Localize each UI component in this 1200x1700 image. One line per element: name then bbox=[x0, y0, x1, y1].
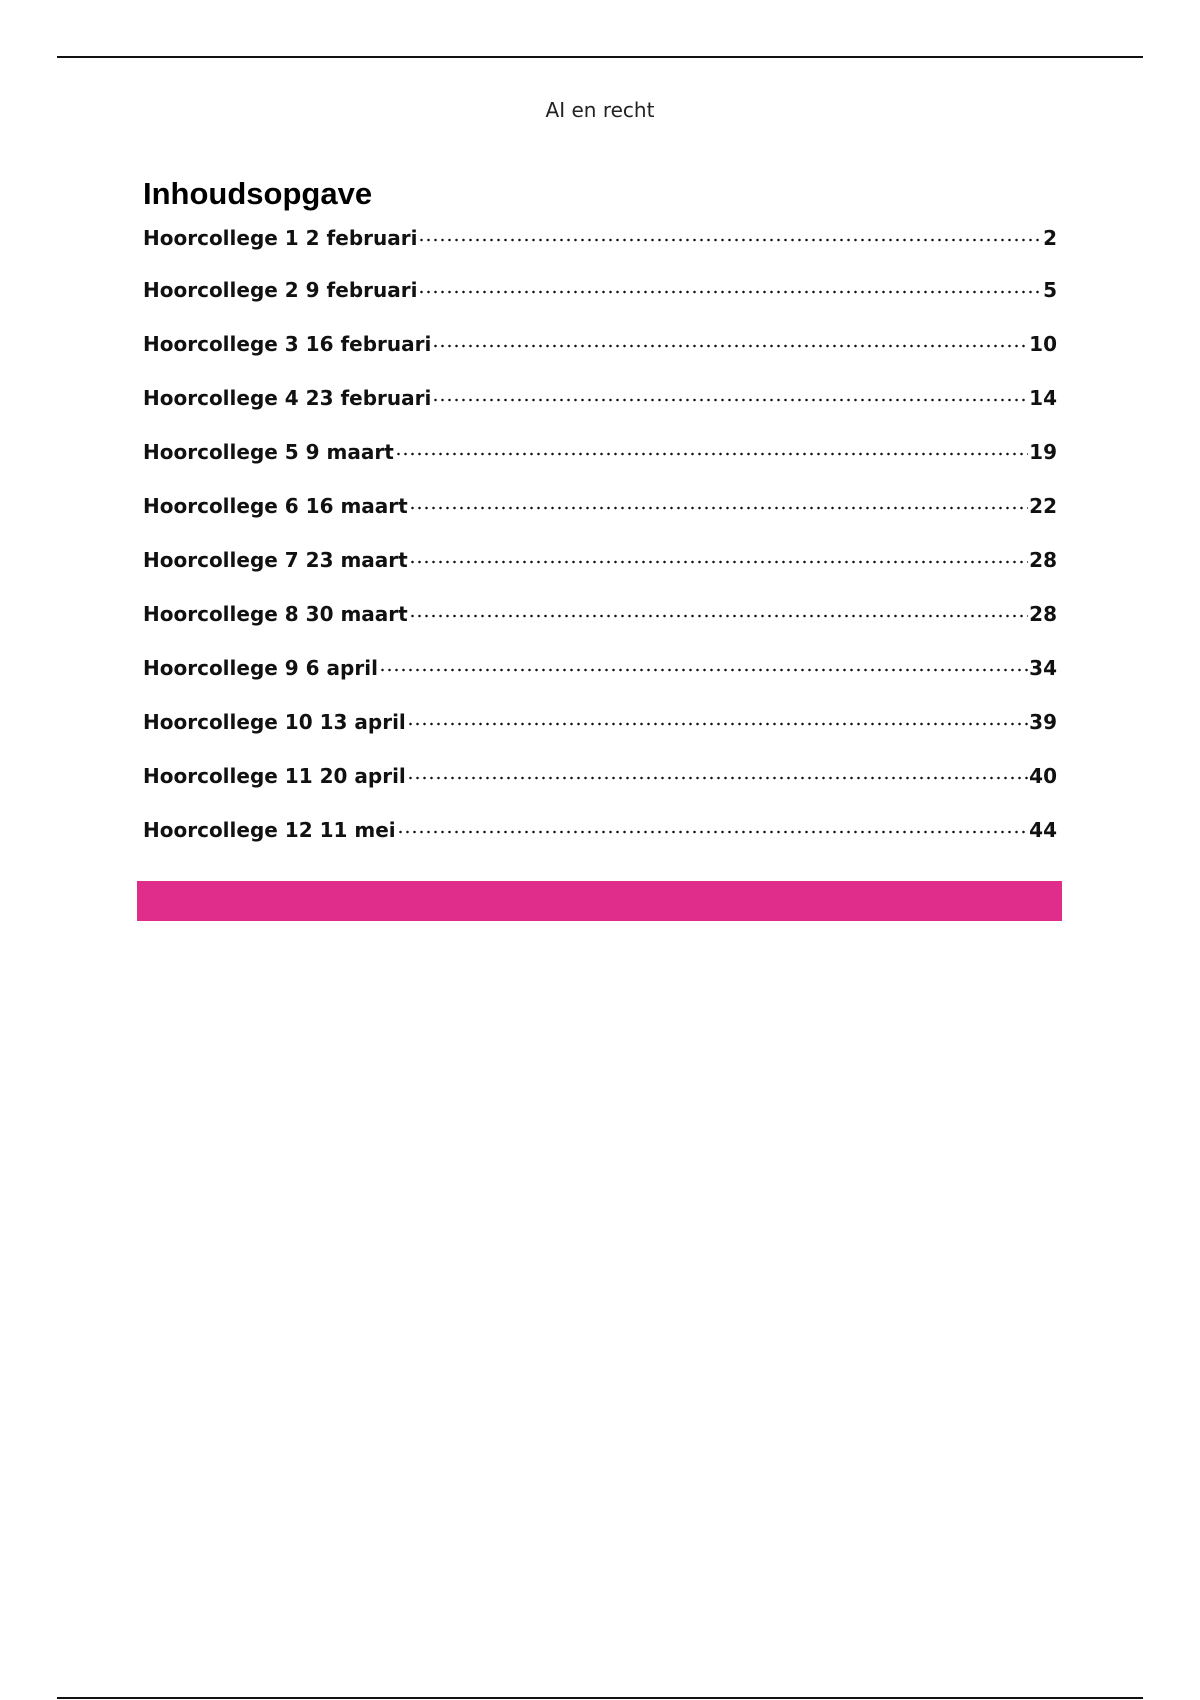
toc-entry[interactable] bbox=[143, 710, 1057, 764]
toc-entry-label: Hoorcollege 11 20 april bbox=[143, 764, 406, 788]
toc-entry-page: 44 bbox=[1029, 818, 1057, 842]
toc-entry-label: Hoorcollege 2 9 februari bbox=[143, 278, 418, 302]
dot-leader bbox=[409, 614, 1028, 618]
toc-entry-label: Hoorcollege 10 13 april bbox=[143, 710, 406, 734]
toc-entry-page: 34 bbox=[1029, 656, 1057, 680]
toc-entry-page: 5 bbox=[1043, 278, 1057, 302]
dot-leader bbox=[432, 398, 1028, 402]
dot-leader bbox=[409, 560, 1028, 564]
toc-list bbox=[143, 226, 1057, 872]
toc-entry[interactable] bbox=[143, 386, 1057, 440]
toc-entry[interactable] bbox=[143, 226, 1057, 278]
toc-entry[interactable] bbox=[143, 602, 1057, 656]
toc-entry[interactable] bbox=[143, 656, 1057, 710]
toc-entry-label: Hoorcollege 3 16 februari bbox=[143, 332, 432, 356]
toc-entry[interactable] bbox=[143, 764, 1057, 818]
dot-leader bbox=[397, 830, 1029, 834]
toc-entry-label: Hoorcollege 5 9 maart bbox=[143, 440, 394, 464]
dot-leader bbox=[409, 506, 1028, 510]
dot-leader bbox=[407, 776, 1028, 780]
toc-entry-label: Hoorcollege 8 30 maart bbox=[143, 602, 408, 626]
toc-entry[interactable] bbox=[143, 818, 1057, 872]
toc-entry-label: Hoorcollege 6 16 maart bbox=[143, 494, 408, 518]
toc-entry-page: 39 bbox=[1029, 710, 1057, 734]
toc-entry-page: 28 bbox=[1029, 602, 1057, 626]
dot-leader bbox=[395, 452, 1028, 456]
toc-entry-page: 22 bbox=[1029, 494, 1057, 518]
toc-entry[interactable] bbox=[143, 494, 1057, 548]
dot-leader bbox=[379, 668, 1028, 672]
dot-leader bbox=[418, 290, 1042, 294]
toc-entry-label: Hoorcollege 7 23 maart bbox=[143, 548, 408, 572]
toc-entry[interactable] bbox=[143, 548, 1057, 602]
toc-entry-page: 28 bbox=[1029, 548, 1057, 572]
table-of-contents bbox=[143, 170, 1057, 872]
toc-entry-page: 14 bbox=[1029, 386, 1057, 410]
accent-bar bbox=[137, 881, 1062, 921]
toc-entry-label: Hoorcollege 4 23 februari bbox=[143, 386, 432, 410]
dot-leader bbox=[407, 722, 1028, 726]
toc-title: Inhoudsopgave bbox=[143, 176, 373, 211]
toc-entry[interactable] bbox=[143, 332, 1057, 386]
running-header: AI en recht bbox=[545, 98, 655, 122]
toc-entry[interactable] bbox=[143, 440, 1057, 494]
toc-entry[interactable] bbox=[143, 278, 1057, 332]
toc-entry-page: 40 bbox=[1029, 764, 1057, 788]
footer-rule bbox=[57, 1697, 1143, 1699]
toc-entry-page: 19 bbox=[1029, 440, 1057, 464]
dot-leader bbox=[432, 344, 1028, 348]
toc-entry-page: 2 bbox=[1043, 226, 1057, 250]
toc-entry-label: Hoorcollege 1 2 februari bbox=[143, 226, 418, 250]
toc-entry-label: Hoorcollege 9 6 april bbox=[143, 656, 378, 680]
dot-leader bbox=[418, 238, 1042, 242]
header-rule bbox=[57, 56, 1143, 58]
toc-entry-label: Hoorcollege 12 11 mei bbox=[143, 818, 396, 842]
toc-entry-page: 10 bbox=[1029, 332, 1057, 356]
